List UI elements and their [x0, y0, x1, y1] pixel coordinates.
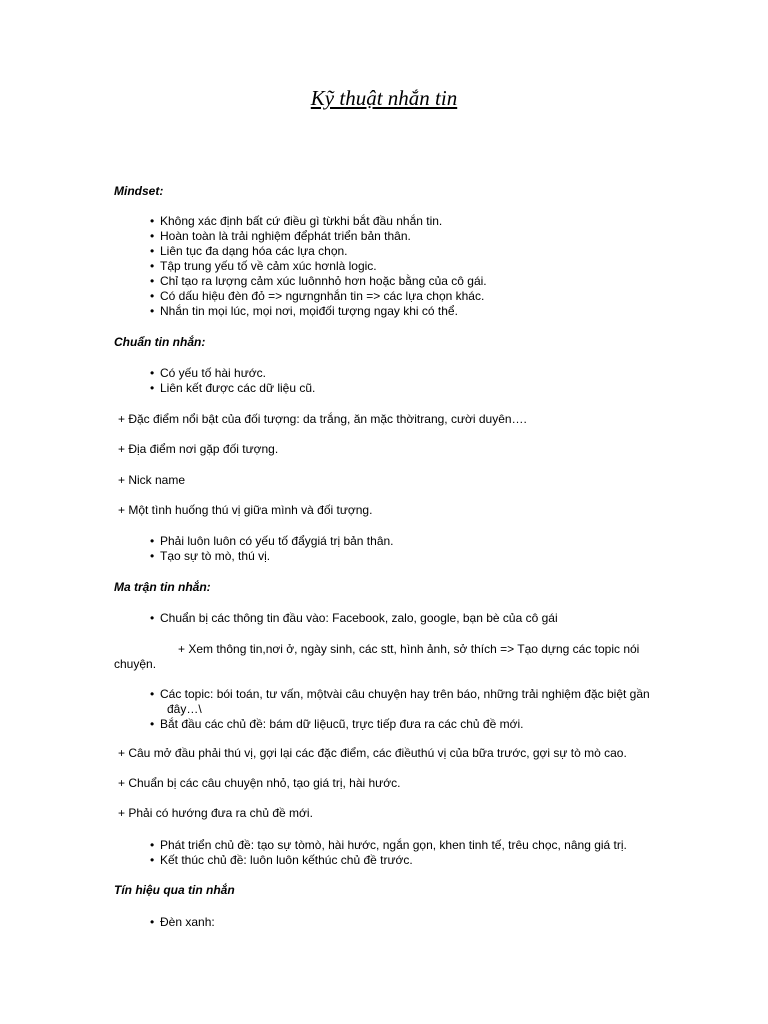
heading-ma-tran: Ma trận tin nhắn: [114, 580, 211, 594]
list-item: • Phải luôn luôn có yếu tố đẩygiá trị bản thân. [148, 534, 394, 549]
plus-line: + Phải có hướng đưa ra chủ đề mới. [118, 806, 313, 820]
info-paragraph [114, 642, 674, 672]
plus-line: + Địa điểm nơi gặp đối tượng. [118, 442, 279, 456]
tinhieu-list [148, 915, 215, 930]
paragraph-line: + Xem thông tin,nơi ở, ngày sinh, các stt, hình ảnh, sở thích => Tạo dựng các topic nói [178, 642, 640, 656]
list-item: • Không xác định bất cứ điều gì từkhi bắt đầu nhắn tin. [148, 214, 487, 229]
list-item: • Có dấu hiệu đèn đỏ => ngưngnhắn tin => các lựa chọn khác. [148, 289, 487, 304]
mindset-list [148, 214, 487, 319]
heading-tin-hieu: Tín hiệu qua tin nhắn [114, 883, 235, 897]
chuan-list-2 [148, 534, 394, 564]
list-item: • Đèn xanh: [148, 915, 215, 930]
list-item: • Tập trung yếu tố về cảm xúc hơnlà logic. [148, 259, 487, 274]
plus-line: + Đặc điểm nổi bật của đối tượng: da trắng, ăn mặc thờitrang, cười duyên…. [118, 412, 527, 426]
heading-chuan-tin-nhan: Chuẩn tin nhắn: [114, 335, 206, 349]
paragraph-line: chuyện. [114, 657, 157, 671]
heading-mindset: Mindset: [114, 184, 164, 198]
matran-list [148, 611, 558, 626]
list-item: • Có yếu tố hài hước. [148, 366, 315, 381]
list-item: • Chuẩn bị các thông tin đầu vào: Facebook, zalo, google, bạn bè của cô gái [148, 611, 558, 626]
plus-line: + Chuẩn bị các câu chuyện nhỏ, tạo giá trị, hài hước. [118, 776, 401, 790]
chuan-list [148, 366, 315, 396]
plus-line: + Câu mở đầu phải thú vị, gợi lại các đặc điểm, các điềuthú vị của bữa trước, gợi sự tò mò cao. [118, 746, 627, 760]
matran-list-3 [148, 838, 627, 868]
list-item: • Hoàn toàn là trải nghiệm đểphát triển bản thân. [148, 229, 487, 244]
list-item: • Chỉ tạo ra lượng cảm xúc luônnhỏ hơn hoặc bằng của cô gái. [148, 274, 487, 289]
plus-line: + Một tình huống thú vị giữa mình và đối tượng. [118, 503, 373, 517]
list-item: • Nhắn tin mọi lúc, mọi nơi, mọiđối tượng ngay khi có thể. [148, 304, 487, 319]
list-item-continuation: đây…\ [167, 702, 202, 716]
list-item-text: Các topic: bói toán, tư vấn, mộtvài câu chuyện hay trên báo, những trải nghiệm đặc biệt gần [160, 687, 650, 701]
list-item: • Phát triển chủ đề: tạo sự tòmò, hài hước, ngắn gọn, khen tinh tế, trêu chọc, nâng giá trị. [148, 838, 627, 853]
list-item: • Liên tục đa dạng hóa các lựa chọn. [148, 244, 487, 259]
list-item: • Tạo sự tò mò, thú vị. [148, 549, 394, 564]
list-item: • Kết thúc chủ đề: luôn luôn kếthúc chủ đề trước. [148, 853, 627, 868]
list-item [148, 687, 688, 717]
matran-list-2 [148, 687, 688, 732]
list-item: • Liên kết được các dữ liệu cũ. [148, 381, 315, 396]
plus-line: + Nick name [118, 473, 186, 487]
list-item: • Bắt đầu các chủ đề: bám dữ liệucũ, trực tiếp đưa ra các chủ đề mới. [148, 717, 688, 732]
document-title: Kỹ thuật nhắn tin [310, 86, 458, 110]
